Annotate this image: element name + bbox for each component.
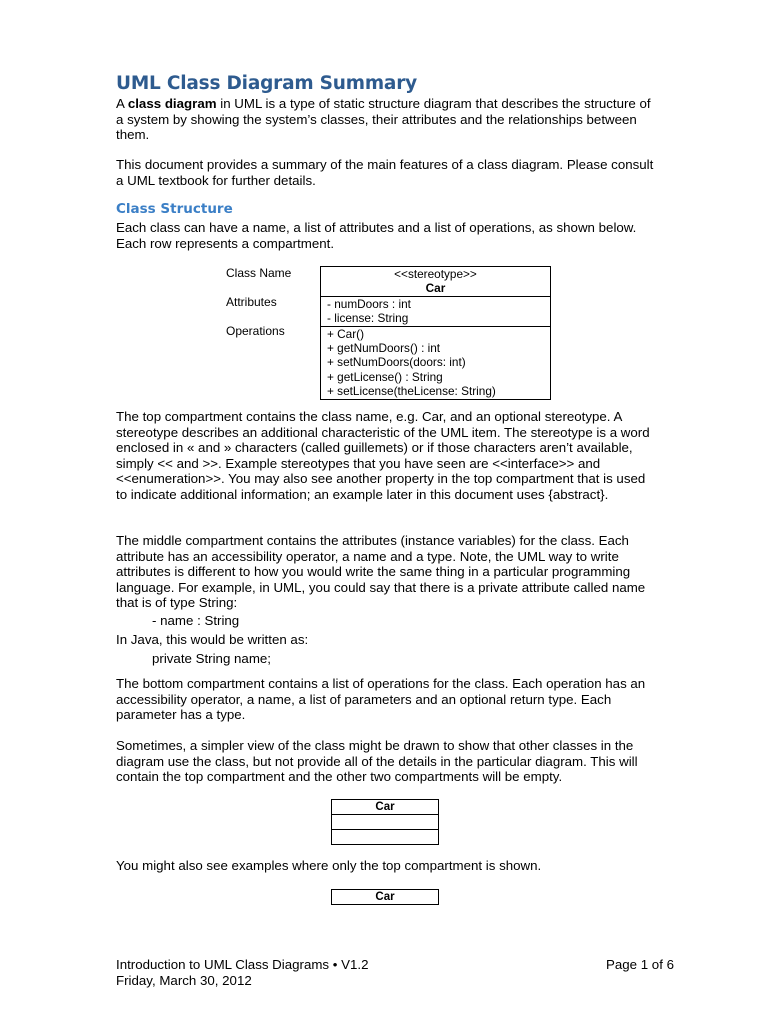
label-operations: Operations [226, 324, 285, 338]
top-only-box-name: Car [375, 891, 395, 903]
uml-operations-compartment [321, 327, 550, 399]
uml-name-compartment [321, 267, 550, 297]
uml-attributes-compartment [321, 297, 550, 327]
intro-text-pre: A [116, 96, 128, 111]
attribute-row: - license: String [327, 311, 409, 326]
section-intro: Each class can have a name, a list of attributes and a list of operations, as shown below. Each row represents a compartment. [116, 220, 637, 251]
label-class-name: Class Name [226, 266, 292, 280]
class-name-text: Car [425, 281, 446, 296]
operation-row: + getNumDoors() : int [327, 341, 441, 356]
footer-page-number: Page 1 of 6 [605, 957, 674, 972]
paragraph-top-compartment: The top compartment contains the class name, e.g. Car, and an optional stereotype. A stereotype describes an additional characteristic of the UML item. The stereotype is a word enclosed in « and » characters (called guillemets) or if those characters aren’t available, simply << and >>. Example stereotypes that you have seen are <<interface>> and <<enumeration>>. You may also see another property in the top compartment that is used to indicate additional information; an example later in this document uses {abstract}. [116, 409, 650, 502]
intro-text-post: in UML is a type of static structure diagram that describes the structure of a system by showing the system’s classes, their attributes and the relationships between them. [116, 96, 651, 142]
section-title: Class Structure [116, 201, 233, 217]
page-title: UML Class Diagram Summary [116, 73, 417, 94]
uml-class-box [320, 266, 551, 400]
attribute-row: - numDoors : int [327, 296, 411, 311]
paragraph-top-only: You might also see examples where only the top compartment is shown. [116, 858, 542, 873]
operation-row: + setLicense(theLicense: String) [327, 384, 496, 399]
uml-simple-class-box [331, 799, 439, 845]
uml-top-only-box [331, 889, 439, 905]
stereotype-text: <<stereotype>> [394, 267, 477, 281]
footer-doc-title: Introduction to UML Class Diagrams • V1.2 [116, 957, 369, 972]
intro-paragraph-2: This document provides a summary of the main features of a class diagram. Please consult a UML textbook for further details. [116, 157, 654, 188]
simple-box-empty-compartment [332, 815, 438, 830]
footer-date: Friday, March 30, 2012 [116, 972, 252, 988]
paragraph-simple-view: Sometimes, a simpler view of the class might be drawn to show that other classes in the diagram use the class, but not provide all of the details in the particular diagram. This will contain the top compartment and the other two compartments will be empty. [116, 738, 638, 784]
operation-row: + Car() [327, 326, 365, 341]
simple-box-empty-compartment [332, 830, 438, 844]
simple-box-name: Car [332, 800, 438, 815]
example-java-code: private String name; [152, 651, 271, 666]
paragraph-middle-compartment: The middle compartment contains the attributes (instance variables) for the class. Each attribute has an accessibility operator, a name and a type. Note, the UML way to write attributes is different to how you would write the same thing in a particular programming language. For example, in UML, you could say that there is a private attribute called name that is of type String: [116, 533, 646, 610]
label-attributes: Attributes [226, 295, 277, 309]
paragraph-bottom-compartment: The bottom compartment contains a list of operations for the class. Each operation has an accessibility operator, a name, a list of parameters and an optional return type. Each parameter has a type. [116, 676, 646, 722]
intro-bold-term: class diagram [127, 96, 217, 111]
operation-row: + setNumDoors(doors: int) [327, 355, 466, 370]
java-intro: In Java, this would be written as: [116, 632, 309, 647]
example-uml-attribute: - name : String [152, 613, 240, 628]
footer-left [116, 957, 368, 988]
operation-row: + getLicense() : String [327, 369, 443, 384]
intro-paragraph [116, 96, 656, 143]
